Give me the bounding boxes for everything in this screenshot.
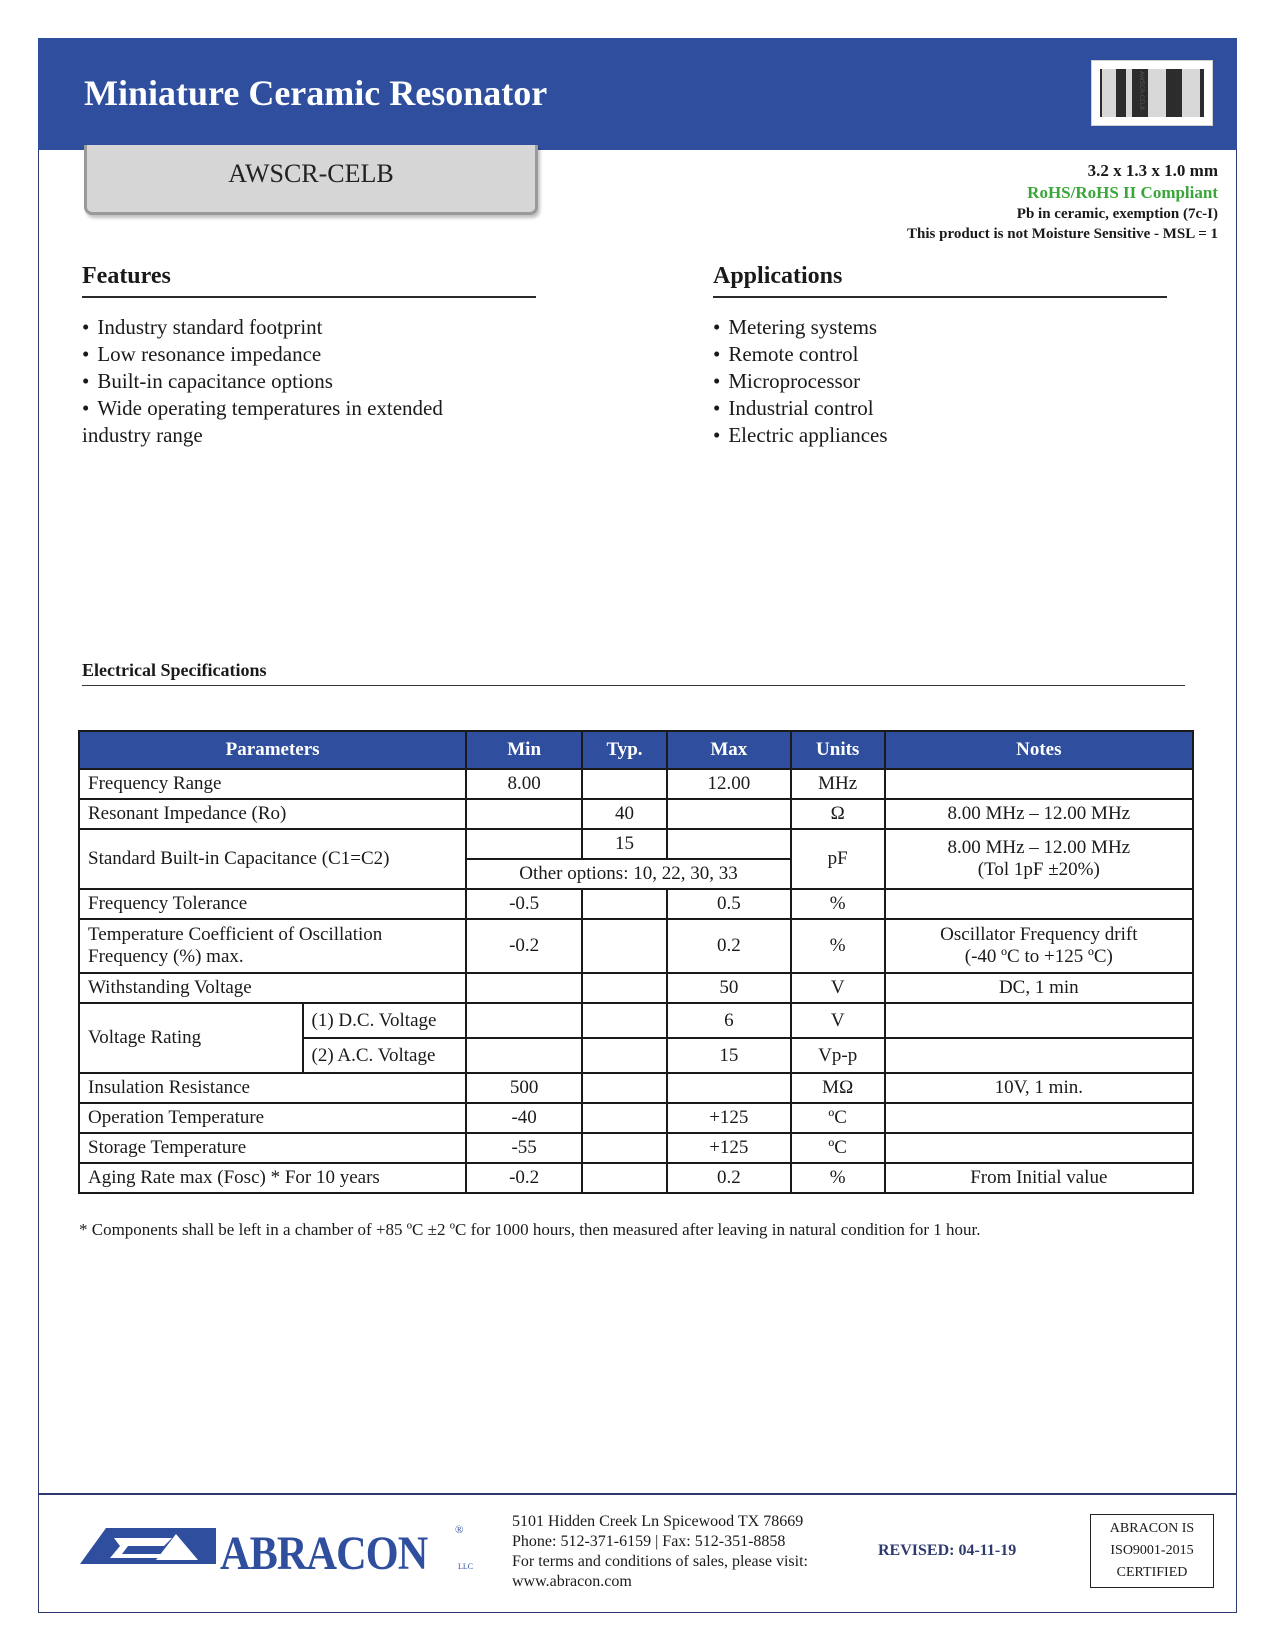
table-row: Other options: 10, 22, 30, 33 (79, 859, 1193, 889)
dimensions: 3.2 x 1.3 x 1.0 mm (1087, 161, 1218, 180)
table-footnote: * Components shall be left in a chamber of +85 ºC ±2 ºC for 1000 hours, then measured after leaving in natural condition for 1 hour. (79, 1220, 981, 1239)
list-item: • Electric appliances (713, 422, 1153, 449)
column-header: Units (791, 731, 885, 769)
logo-wordmark: ABRACON (220, 1527, 428, 1580)
page-title: Miniature Ceramic Resonator (84, 73, 548, 113)
list-item: • Built-in capacitance options (82, 368, 562, 395)
features-list (82, 314, 562, 422)
table-row: (2) A.C. Voltage 15 Vp-p (79, 1038, 1193, 1073)
list-item: • Industrial control (713, 395, 1153, 422)
rohs-compliance: RoHS/RoHS II Compliant (1027, 183, 1218, 202)
list-item: • Wide operating temperatures in extended (82, 395, 562, 422)
revision-date: REVISED: 04-11-19 (878, 1542, 1017, 1559)
iso-certification-box: ABRACON IS ISO9001-2015 CERTIFIED (1090, 1514, 1214, 1588)
electrical-specs-rule (82, 685, 1185, 686)
msl-note: This product is not Moisture Sensitive - MSL = 1 (907, 226, 1218, 242)
product-marking: AWSCR-CEL8 (1138, 71, 1145, 110)
table-row: Resonant Impedance (Ro) 40 Ω 8.00 MHz – 12.00 MHz (79, 799, 1193, 829)
column-header: Max (667, 731, 791, 769)
product-image (1091, 60, 1213, 126)
applications-rule (713, 296, 1167, 298)
part-number: AWSCR-CELB (84, 145, 538, 215)
pb-exemption: Pb in ceramic, exemption (7c-I) (1016, 206, 1218, 222)
logo-llc: LLC (458, 1562, 474, 1571)
column-header: Typ. (582, 731, 667, 769)
table-row: Frequency Range 8.00 12.00 MHz (79, 769, 1193, 799)
company-address: 5101 Hidden Creek Ln Spicewood TX 78669 Phone: 512-371-6159 | Fax: 512-351-8858 For terms and conditions of sales, please visit: www.abracon.com (512, 1513, 808, 1590)
list-item: • Low resonance impedance (82, 341, 562, 368)
applications-title: Applications (713, 263, 843, 289)
list-item: • Remote control (713, 341, 1153, 368)
table-header-row (79, 731, 1193, 769)
table-row: Frequency Tolerance -0.5 0.5 % (79, 889, 1193, 919)
table-row: Storage Temperature -55 +125 ºC (79, 1133, 1193, 1163)
table-row: Operation Temperature -40 +125 ºC (79, 1103, 1193, 1133)
list-item: • Metering systems (713, 314, 1153, 341)
column-header: Parameters (79, 731, 466, 769)
footer-rule (38, 1493, 1237, 1495)
website-link[interactable]: www.abracon.com (512, 1573, 632, 1590)
list-item: • Microprocessor (713, 368, 1153, 395)
applications-list (713, 314, 1153, 449)
table-row: Aging Rate max (Fosc) * For 10 years -0.2 0.2 % From Initial value (79, 1163, 1193, 1193)
list-item-continuation: industry range (82, 423, 203, 447)
table-row: Temperature Coefficient of Oscillation Frequency (%) max. -0.2 0.2 % Oscillator Frequency drift (-40 ºC to +125 ºC) (79, 919, 1193, 973)
electrical-specs-title: Electrical Specifications (82, 660, 267, 680)
table-row: Voltage Rating (1) D.C. Voltage 6 V (79, 1003, 1193, 1038)
logo-mark-icon (80, 1524, 220, 1568)
column-header: Notes (885, 731, 1193, 769)
list-item: • Industry standard footprint (82, 314, 562, 341)
features-title: Features (82, 263, 171, 289)
table-row: Insulation Resistance 500 MΩ 10V, 1 min. (79, 1073, 1193, 1103)
column-header: Min (466, 731, 582, 769)
table-row: Standard Built-in Capacitance (C1=C2) 15 pF 8.00 MHz – 12.00 MHz (Tol 1pF ±20%) (79, 829, 1193, 859)
abracon-logo (80, 1524, 480, 1594)
table-row: Withstanding Voltage 50 V DC, 1 min (79, 973, 1193, 1003)
spec-summary (907, 160, 1218, 244)
features-rule (82, 296, 536, 298)
electrical-specs-table (78, 730, 1194, 1194)
registered-mark: ® (455, 1524, 464, 1536)
